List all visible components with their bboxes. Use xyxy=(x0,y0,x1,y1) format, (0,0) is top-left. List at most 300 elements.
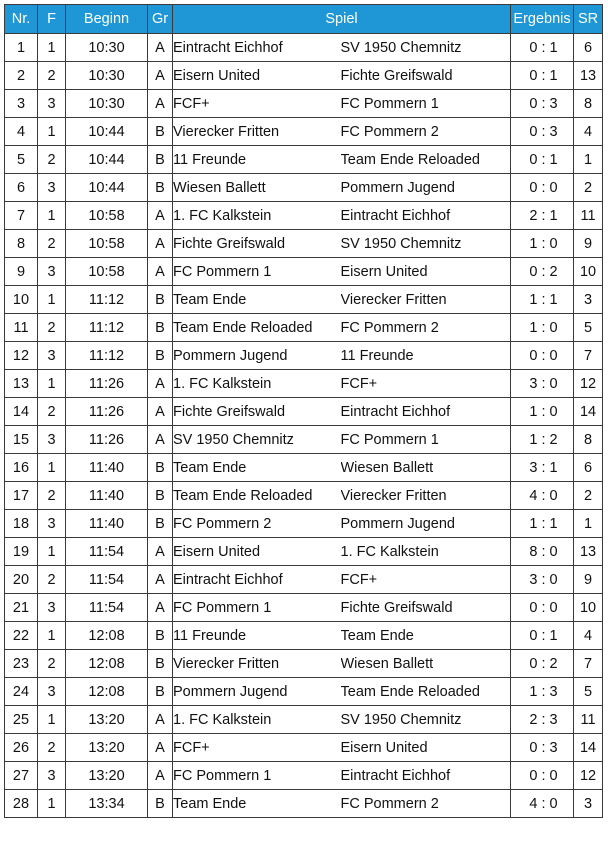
cell-referee: 12 xyxy=(574,762,603,790)
cell-away-team: FC Pommern 1 xyxy=(341,426,511,454)
cell-group: A xyxy=(148,762,173,790)
cell-away-goals: 2 xyxy=(550,650,574,678)
table-row xyxy=(5,286,603,314)
cell-home-team: FC Pommern 2 xyxy=(173,510,341,538)
cell-home-team: Team Ende xyxy=(173,454,341,482)
cell-referee: 8 xyxy=(574,426,603,454)
cell-referee: 6 xyxy=(574,34,603,62)
cell-score-separator: : xyxy=(538,146,550,174)
cell-group: A xyxy=(148,370,173,398)
cell-referee: 7 xyxy=(574,342,603,370)
cell-score-separator: : xyxy=(538,650,550,678)
cell-score-separator: : xyxy=(538,34,550,62)
cell-field: 1 xyxy=(38,706,66,734)
cell-home-team: FC Pommern 1 xyxy=(173,258,341,286)
cell-home-goals: 0 xyxy=(511,650,538,678)
cell-home-goals: 1 xyxy=(511,426,538,454)
cell-away-team: Vierecker Fritten xyxy=(341,482,511,510)
cell-referee: 14 xyxy=(574,734,603,762)
cell-away-goals: 0 xyxy=(550,538,574,566)
cell-group: A xyxy=(148,594,173,622)
cell-home-goals: 0 xyxy=(511,146,538,174)
table-row xyxy=(5,510,603,538)
cell-home-goals: 0 xyxy=(511,762,538,790)
cell-home-goals: 8 xyxy=(511,538,538,566)
cell-score-separator: : xyxy=(538,258,550,286)
cell-referee: 2 xyxy=(574,174,603,202)
cell-home-team: Pommern Jugend xyxy=(173,678,341,706)
cell-away-goals: 2 xyxy=(550,426,574,454)
cell-home-goals: 0 xyxy=(511,62,538,90)
cell-start-time: 13:20 xyxy=(66,762,148,790)
table-row xyxy=(5,146,603,174)
cell-home-goals: 0 xyxy=(511,118,538,146)
cell-home-goals: 4 xyxy=(511,790,538,818)
cell-nr: 21 xyxy=(5,594,38,622)
cell-away-team: Fichte Greifswald xyxy=(341,62,511,90)
table-row xyxy=(5,762,603,790)
cell-nr: 18 xyxy=(5,510,38,538)
table-row xyxy=(5,790,603,818)
cell-nr: 15 xyxy=(5,426,38,454)
cell-away-goals: 0 xyxy=(550,790,574,818)
cell-start-time: 13:20 xyxy=(66,734,148,762)
cell-home-team: Team Ende xyxy=(173,790,341,818)
header-result: Ergebnis xyxy=(511,5,574,34)
table-row xyxy=(5,734,603,762)
cell-home-team: Eintracht Eichhof xyxy=(173,566,341,594)
cell-score-separator: : xyxy=(538,594,550,622)
cell-home-goals: 4 xyxy=(511,482,538,510)
cell-home-goals: 0 xyxy=(511,34,538,62)
cell-field: 2 xyxy=(38,62,66,90)
cell-start-time: 10:58 xyxy=(66,230,148,258)
table-row xyxy=(5,538,603,566)
cell-home-team: 1. FC Kalkstein xyxy=(173,370,341,398)
cell-home-goals: 0 xyxy=(511,622,538,650)
cell-group: A xyxy=(148,230,173,258)
cell-score-separator: : xyxy=(538,118,550,146)
cell-score-separator: : xyxy=(538,426,550,454)
cell-referee: 9 xyxy=(574,566,603,594)
cell-nr: 19 xyxy=(5,538,38,566)
cell-score-separator: : xyxy=(538,538,550,566)
table-row xyxy=(5,342,603,370)
cell-field: 1 xyxy=(38,34,66,62)
cell-home-goals: 0 xyxy=(511,594,538,622)
cell-away-team: Eintracht Eichhof xyxy=(341,202,511,230)
cell-score-separator: : xyxy=(538,370,550,398)
cell-start-time: 10:30 xyxy=(66,62,148,90)
cell-away-goals: 2 xyxy=(550,258,574,286)
cell-group: B xyxy=(148,650,173,678)
cell-away-goals: 0 xyxy=(550,314,574,342)
cell-referee: 2 xyxy=(574,482,603,510)
cell-away-goals: 0 xyxy=(550,762,574,790)
cell-nr: 7 xyxy=(5,202,38,230)
cell-field: 3 xyxy=(38,678,66,706)
cell-away-team: Vierecker Fritten xyxy=(341,286,511,314)
cell-away-team: Wiesen Ballett xyxy=(341,650,511,678)
cell-group: B xyxy=(148,146,173,174)
cell-start-time: 10:44 xyxy=(66,118,148,146)
cell-score-separator: : xyxy=(538,734,550,762)
cell-away-goals: 0 xyxy=(550,230,574,258)
cell-field: 3 xyxy=(38,90,66,118)
cell-start-time: 11:26 xyxy=(66,370,148,398)
table-row xyxy=(5,650,603,678)
cell-nr: 23 xyxy=(5,650,38,678)
cell-start-time: 11:26 xyxy=(66,398,148,426)
cell-away-team: FC Pommern 1 xyxy=(341,90,511,118)
table-row xyxy=(5,202,603,230)
cell-home-goals: 3 xyxy=(511,454,538,482)
cell-referee: 10 xyxy=(574,258,603,286)
cell-field: 3 xyxy=(38,510,66,538)
cell-field: 3 xyxy=(38,426,66,454)
cell-nr: 25 xyxy=(5,706,38,734)
cell-score-separator: : xyxy=(538,482,550,510)
cell-field: 2 xyxy=(38,566,66,594)
cell-home-team: 1. FC Kalkstein xyxy=(173,706,341,734)
cell-score-separator: : xyxy=(538,678,550,706)
cell-referee: 6 xyxy=(574,454,603,482)
cell-away-goals: 1 xyxy=(550,622,574,650)
cell-away-team: Eintracht Eichhof xyxy=(341,762,511,790)
cell-start-time: 12:08 xyxy=(66,678,148,706)
cell-group: A xyxy=(148,62,173,90)
cell-home-team: Vierecker Fritten xyxy=(173,650,341,678)
cell-away-team: Team Ende Reloaded xyxy=(341,678,511,706)
cell-away-team: FC Pommern 2 xyxy=(341,118,511,146)
cell-home-team: Pommern Jugend xyxy=(173,342,341,370)
cell-group: B xyxy=(148,510,173,538)
cell-referee: 8 xyxy=(574,90,603,118)
cell-away-team: Eisern United xyxy=(341,258,511,286)
cell-away-team: Pommern Jugend xyxy=(341,510,511,538)
cell-nr: 22 xyxy=(5,622,38,650)
cell-start-time: 10:44 xyxy=(66,174,148,202)
cell-field: 2 xyxy=(38,398,66,426)
cell-group: A xyxy=(148,538,173,566)
cell-field: 2 xyxy=(38,230,66,258)
cell-home-goals: 3 xyxy=(511,566,538,594)
header-nr: Nr. xyxy=(5,5,38,34)
cell-score-separator: : xyxy=(538,622,550,650)
header-row xyxy=(5,5,603,34)
cell-away-team: SV 1950 Chemnitz xyxy=(341,230,511,258)
cell-home-team: Team Ende Reloaded xyxy=(173,482,341,510)
cell-score-separator: : xyxy=(538,90,550,118)
cell-home-team: Eintracht Eichhof xyxy=(173,34,341,62)
cell-score-separator: : xyxy=(538,314,550,342)
cell-referee: 14 xyxy=(574,398,603,426)
table-row xyxy=(5,566,603,594)
table-row xyxy=(5,258,603,286)
cell-nr: 8 xyxy=(5,230,38,258)
cell-group: A xyxy=(148,566,173,594)
cell-home-goals: 0 xyxy=(511,342,538,370)
table-row xyxy=(5,314,603,342)
cell-group: B xyxy=(148,790,173,818)
cell-home-goals: 1 xyxy=(511,314,538,342)
cell-home-team: 11 Freunde xyxy=(173,146,341,174)
cell-home-team: Team Ende Reloaded xyxy=(173,314,341,342)
table-row xyxy=(5,706,603,734)
cell-home-goals: 0 xyxy=(511,90,538,118)
cell-start-time: 13:20 xyxy=(66,706,148,734)
cell-home-team: Eisern United xyxy=(173,62,341,90)
cell-field: 2 xyxy=(38,650,66,678)
header-match: Spiel xyxy=(173,5,511,34)
cell-field: 3 xyxy=(38,762,66,790)
cell-group: A xyxy=(148,90,173,118)
cell-home-goals: 0 xyxy=(511,734,538,762)
header-group: Gr xyxy=(148,5,173,34)
cell-start-time: 11:54 xyxy=(66,538,148,566)
cell-group: A xyxy=(148,34,173,62)
cell-start-time: 11:40 xyxy=(66,454,148,482)
cell-referee: 13 xyxy=(574,62,603,90)
cell-nr: 20 xyxy=(5,566,38,594)
cell-score-separator: : xyxy=(538,510,550,538)
cell-start-time: 11:54 xyxy=(66,594,148,622)
cell-nr: 4 xyxy=(5,118,38,146)
cell-field: 1 xyxy=(38,790,66,818)
cell-nr: 28 xyxy=(5,790,38,818)
cell-home-goals: 2 xyxy=(511,706,538,734)
cell-away-goals: 1 xyxy=(550,34,574,62)
cell-home-goals: 0 xyxy=(511,174,538,202)
cell-away-goals: 3 xyxy=(550,678,574,706)
cell-field: 2 xyxy=(38,482,66,510)
cell-score-separator: : xyxy=(538,230,550,258)
cell-start-time: 11:12 xyxy=(66,314,148,342)
cell-referee: 11 xyxy=(574,202,603,230)
cell-nr: 11 xyxy=(5,314,38,342)
cell-start-time: 11:40 xyxy=(66,482,148,510)
cell-group: B xyxy=(148,342,173,370)
cell-group: A xyxy=(148,398,173,426)
cell-home-team: FCF+ xyxy=(173,734,341,762)
cell-away-team: FC Pommern 2 xyxy=(341,314,511,342)
cell-referee: 5 xyxy=(574,678,603,706)
cell-away-team: SV 1950 Chemnitz xyxy=(341,34,511,62)
cell-score-separator: : xyxy=(538,566,550,594)
cell-home-team: Fichte Greifswald xyxy=(173,398,341,426)
cell-nr: 5 xyxy=(5,146,38,174)
table-row xyxy=(5,594,603,622)
cell-home-goals: 1 xyxy=(511,230,538,258)
table-row xyxy=(5,230,603,258)
cell-home-team: 11 Freunde xyxy=(173,622,341,650)
table-row xyxy=(5,34,603,62)
cell-score-separator: : xyxy=(538,342,550,370)
cell-score-separator: : xyxy=(538,706,550,734)
cell-start-time: 12:08 xyxy=(66,650,148,678)
cell-nr: 24 xyxy=(5,678,38,706)
cell-nr: 16 xyxy=(5,454,38,482)
cell-score-separator: : xyxy=(538,454,550,482)
cell-home-team: Eisern United xyxy=(173,538,341,566)
cell-home-goals: 1 xyxy=(511,510,538,538)
cell-nr: 10 xyxy=(5,286,38,314)
cell-field: 2 xyxy=(38,314,66,342)
cell-referee: 5 xyxy=(574,314,603,342)
cell-score-separator: : xyxy=(538,286,550,314)
cell-home-goals: 1 xyxy=(511,678,538,706)
cell-start-time: 11:26 xyxy=(66,426,148,454)
cell-away-goals: 3 xyxy=(550,734,574,762)
cell-referee: 3 xyxy=(574,790,603,818)
cell-away-goals: 0 xyxy=(550,594,574,622)
cell-start-time: 10:58 xyxy=(66,258,148,286)
cell-start-time: 11:40 xyxy=(66,510,148,538)
match-schedule-table xyxy=(4,4,603,818)
cell-referee: 7 xyxy=(574,650,603,678)
cell-group: A xyxy=(148,734,173,762)
cell-group: A xyxy=(148,258,173,286)
cell-away-goals: 0 xyxy=(550,398,574,426)
cell-score-separator: : xyxy=(538,762,550,790)
cell-away-goals: 3 xyxy=(550,90,574,118)
cell-field: 1 xyxy=(38,622,66,650)
cell-field: 3 xyxy=(38,174,66,202)
cell-away-goals: 0 xyxy=(550,370,574,398)
cell-home-team: FCF+ xyxy=(173,90,341,118)
cell-away-team: Eisern United xyxy=(341,734,511,762)
cell-start-time: 10:44 xyxy=(66,146,148,174)
cell-group: A xyxy=(148,706,173,734)
cell-field: 1 xyxy=(38,454,66,482)
cell-away-team: FCF+ xyxy=(341,566,511,594)
cell-group: A xyxy=(148,202,173,230)
cell-away-goals: 3 xyxy=(550,118,574,146)
cell-group: A xyxy=(148,426,173,454)
cell-away-team: Team Ende xyxy=(341,622,511,650)
cell-away-goals: 1 xyxy=(550,202,574,230)
cell-away-goals: 1 xyxy=(550,286,574,314)
cell-score-separator: : xyxy=(538,790,550,818)
header-field: F xyxy=(38,5,66,34)
table-row xyxy=(5,622,603,650)
cell-home-team: Fichte Greifswald xyxy=(173,230,341,258)
table-row xyxy=(5,426,603,454)
cell-referee: 11 xyxy=(574,706,603,734)
cell-home-goals: 2 xyxy=(511,202,538,230)
cell-referee: 12 xyxy=(574,370,603,398)
cell-nr: 13 xyxy=(5,370,38,398)
cell-away-team: Pommern Jugend xyxy=(341,174,511,202)
cell-away-team: FCF+ xyxy=(341,370,511,398)
cell-group: B xyxy=(148,314,173,342)
cell-field: 3 xyxy=(38,342,66,370)
cell-away-team: Fichte Greifswald xyxy=(341,594,511,622)
cell-home-team: 1. FC Kalkstein xyxy=(173,202,341,230)
match-rows xyxy=(5,34,603,818)
cell-home-goals: 3 xyxy=(511,370,538,398)
cell-group: B xyxy=(148,482,173,510)
cell-start-time: 12:08 xyxy=(66,622,148,650)
cell-referee: 13 xyxy=(574,538,603,566)
cell-start-time: 10:30 xyxy=(66,90,148,118)
table-row xyxy=(5,482,603,510)
cell-away-goals: 1 xyxy=(550,62,574,90)
cell-group: B xyxy=(148,118,173,146)
cell-home-team: Team Ende xyxy=(173,286,341,314)
cell-field: 1 xyxy=(38,286,66,314)
cell-away-team: Team Ende Reloaded xyxy=(341,146,511,174)
cell-start-time: 10:30 xyxy=(66,34,148,62)
cell-away-team: SV 1950 Chemnitz xyxy=(341,706,511,734)
table-row xyxy=(5,454,603,482)
cell-referee: 1 xyxy=(574,510,603,538)
cell-nr: 26 xyxy=(5,734,38,762)
cell-home-team: FC Pommern 1 xyxy=(173,762,341,790)
cell-referee: 1 xyxy=(574,146,603,174)
cell-nr: 2 xyxy=(5,62,38,90)
cell-home-team: SV 1950 Chemnitz xyxy=(173,426,341,454)
cell-score-separator: : xyxy=(538,174,550,202)
cell-nr: 17 xyxy=(5,482,38,510)
header-start-time: Beginn xyxy=(66,5,148,34)
table-row xyxy=(5,398,603,426)
cell-referee: 3 xyxy=(574,286,603,314)
table-row xyxy=(5,118,603,146)
cell-field: 1 xyxy=(38,202,66,230)
cell-nr: 1 xyxy=(5,34,38,62)
header-referee: SR xyxy=(574,5,603,34)
cell-away-goals: 0 xyxy=(550,174,574,202)
cell-nr: 27 xyxy=(5,762,38,790)
cell-nr: 3 xyxy=(5,90,38,118)
cell-nr: 12 xyxy=(5,342,38,370)
table-row xyxy=(5,90,603,118)
cell-field: 1 xyxy=(38,370,66,398)
cell-away-team: 11 Freunde xyxy=(341,342,511,370)
cell-field: 2 xyxy=(38,734,66,762)
cell-home-goals: 1 xyxy=(511,286,538,314)
cell-home-goals: 0 xyxy=(511,258,538,286)
cell-start-time: 11:12 xyxy=(66,342,148,370)
table-row xyxy=(5,678,603,706)
cell-field: 1 xyxy=(38,118,66,146)
cell-field: 3 xyxy=(38,258,66,286)
cell-away-team: 1. FC Kalkstein xyxy=(341,538,511,566)
cell-referee: 4 xyxy=(574,118,603,146)
cell-home-team: Vierecker Fritten xyxy=(173,118,341,146)
cell-score-separator: : xyxy=(538,398,550,426)
cell-score-separator: : xyxy=(538,62,550,90)
cell-home-goals: 1 xyxy=(511,398,538,426)
cell-nr: 6 xyxy=(5,174,38,202)
cell-home-team: FC Pommern 1 xyxy=(173,594,341,622)
cell-away-goals: 1 xyxy=(550,454,574,482)
cell-group: B xyxy=(148,454,173,482)
cell-away-goals: 0 xyxy=(550,566,574,594)
cell-field: 1 xyxy=(38,538,66,566)
cell-group: B xyxy=(148,678,173,706)
cell-group: B xyxy=(148,622,173,650)
cell-referee: 9 xyxy=(574,230,603,258)
cell-away-goals: 0 xyxy=(550,482,574,510)
table-row xyxy=(5,370,603,398)
cell-start-time: 13:34 xyxy=(66,790,148,818)
cell-score-separator: : xyxy=(538,202,550,230)
cell-home-team: Wiesen Ballett xyxy=(173,174,341,202)
cell-away-team: Eintracht Eichhof xyxy=(341,398,511,426)
cell-field: 3 xyxy=(38,594,66,622)
